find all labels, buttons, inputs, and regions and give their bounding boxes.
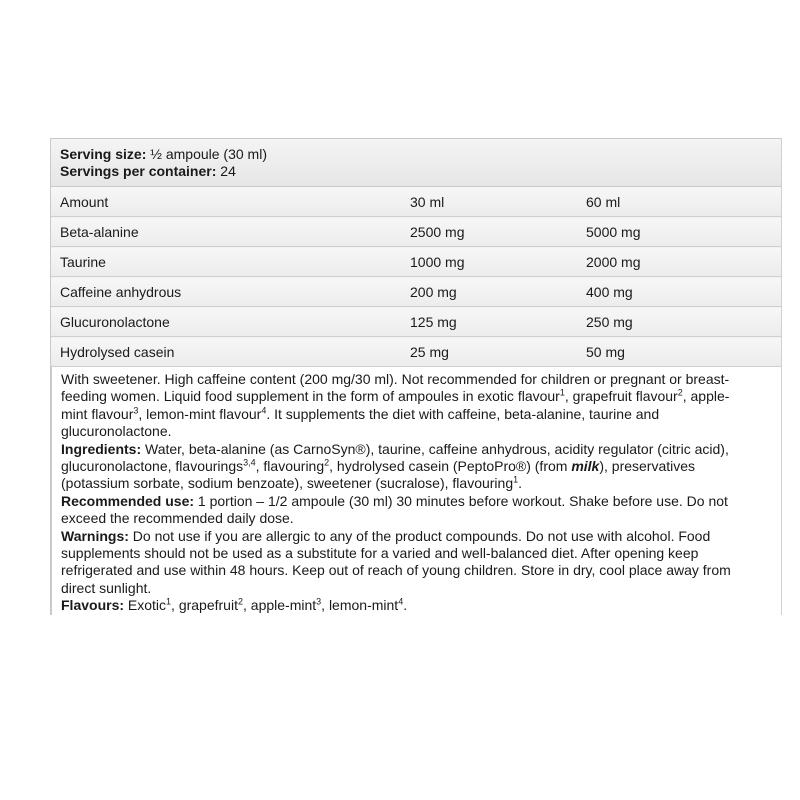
- table-row: [51, 277, 781, 307]
- serving-header: [51, 139, 781, 187]
- value-30ml: 30 ml: [401, 187, 577, 217]
- nutrient-name: Taurine: [51, 247, 401, 277]
- table-row: [51, 307, 781, 337]
- supplement-facts-panel: [50, 138, 782, 615]
- nutrient-name: Caffeine anhydrous: [51, 277, 401, 307]
- table-row: [51, 337, 781, 367]
- table-row: [51, 247, 781, 277]
- product-description: [51, 367, 760, 615]
- value-30ml: 25 mg: [401, 337, 577, 367]
- value-60ml: 2000 mg: [577, 247, 781, 277]
- serving-size-line: Serving size: ½ ampoule (30 ml): [60, 146, 267, 162]
- value-60ml: 5000 mg: [577, 217, 781, 247]
- value-30ml: 200 mg: [401, 277, 577, 307]
- value-30ml: 125 mg: [401, 307, 577, 337]
- value-60ml: 250 mg: [577, 307, 781, 337]
- nutrient-name: Beta-alanine: [51, 217, 401, 247]
- nutrient-name: Hydrolysed casein: [51, 337, 401, 367]
- value-60ml: 60 ml: [577, 187, 781, 217]
- allergen-milk: milk: [571, 458, 600, 475]
- warnings-paragraph: Warnings: Do not use if you are allergic to any of the product compounds. Do not use with alcohol. Food supplements should not be used as a substitute for a varied and well-balanced diet. After opening keep refrigerated and use within 48 hours. Keep out of reach of young children. Store in dry, cool place away from direct sunlight.: [61, 527, 731, 596]
- nutrient-table: [51, 187, 781, 367]
- nutrient-name: Amount: [51, 187, 401, 217]
- table-row: [51, 187, 781, 217]
- intro-paragraph: With sweetener. High caffeine content (200 mg/30 ml). Not recommended for children or pregnant or breast-feeding women. Liquid food supplement in the form of ampoules in exotic flavour$^1$, grapefruit flavour$^2$, apple-mint flavour$^3$, lemon-mint flavour$^4$. It supplements the diet with caffeine, beta-alanine, taurine and glucuronolactone.: [61, 371, 730, 440]
- value-30ml: 1000 mg: [401, 247, 577, 277]
- nutrient-name: Glucuronolactone: [51, 307, 401, 337]
- servings-per-container-line: Servings per container: 24: [60, 163, 236, 179]
- table-row: [51, 217, 781, 247]
- ingredients-paragraph: Ingredients: Water, beta-alanine (as CarnoSyn®), taurine, caffeine anhydrous, acidity regulator (citric acid), glucuronolactone, flavourings$^{3,4}$, flavouring$^2$, hydrolysed casein (PeptoPro®) (from milk), preservatives (potassium sorbate, sodium benzoate), sweetener (sucralose), flavouring$^1$.: [61, 440, 729, 492]
- value-60ml: 400 mg: [577, 277, 781, 307]
- value-30ml: 2500 mg: [401, 217, 577, 247]
- value-60ml: 50 mg: [577, 337, 781, 367]
- recommended-use-paragraph: Recommended use: 1 portion – 1/2 ampoule (30 ml) 30 minutes before workout. Shake before use. Do not exceed the recommended daily dose.: [61, 492, 728, 527]
- flavours-paragraph: Flavours: Exotic$^1$, grapefruit$^2$, apple-mint$^3$, lemon-mint$^4$.: [61, 596, 408, 614]
